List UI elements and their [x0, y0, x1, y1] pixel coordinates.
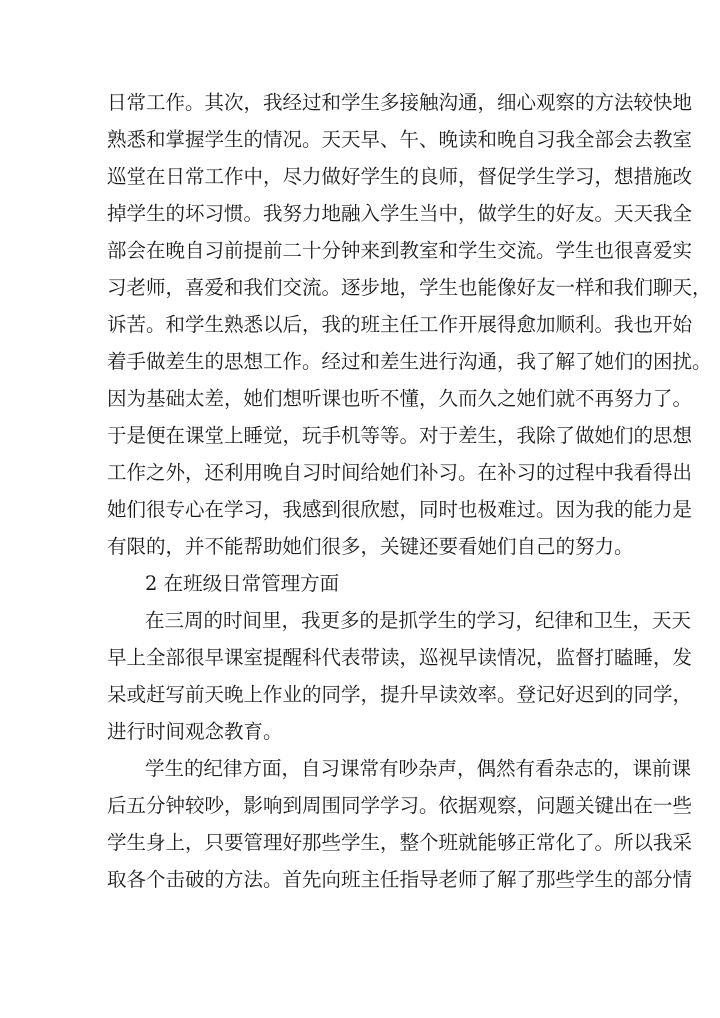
section-heading: 2 在班级日常管理方面: [145, 572, 340, 595]
paragraph-line: 后五分钟较吵，影响到周围同学学习。依据观察，问题关键出在一些: [107, 794, 693, 817]
paragraph-line: 取各个击破的方法。首先向班主任指导老师了解了那些学生的部分情: [107, 868, 693, 891]
paragraph-line: 于是便在课堂上睡觉，玩手机等等。对于差生，我除了做她们的思想: [107, 424, 693, 447]
paragraph-line: 因为基础太差，她们想听课也听不懂，久而久之她们就不再努力了。: [107, 387, 693, 410]
paragraph-line: 熟悉和掌握学生的情况。天天早、午、晚读和晚自习我全部会去教室: [107, 128, 693, 151]
paragraph-line: 工作之外，还利用晚自习时间给她们补习。在补习的过程中我看得出: [107, 461, 693, 484]
paragraph-line: 进行时间观念教育。: [107, 720, 283, 743]
paragraph-line: 她们很专心在学习，我感到很欣慰，同时也极难过。因为我的能力是: [107, 498, 693, 521]
paragraph-line: 着手做差生的思想工作。经过和差生进行沟通，我了解了她们的困扰。: [107, 350, 712, 373]
paragraph-line: 在三周的时间里，我更多的是抓学生的学习，纪律和卫生，天天: [145, 609, 692, 632]
paragraph-line: 日常工作。其次，我经过和学生多接触沟通，细心观察的方法较快地: [107, 91, 693, 114]
paragraph-line: 习老师，喜爱和我们交流。逐步地，学生也能像好友一样和我们聊天，: [107, 276, 712, 299]
paragraph-line: 巡堂在日常工作中，尽力做好学生的良师，督促学生学习，想措施改: [107, 165, 693, 188]
paragraph-line: 部会在晚自习前提前二十分钟来到教室和学生交流。学生也很喜爱实: [107, 239, 693, 262]
paragraph-line: 早上全部很早课室提醒科代表带读，巡视早读情况，监督打瞌睡，发: [107, 646, 693, 669]
paragraph-line: 呆或赶写前天晚上作业的同学，提升早读效率。登记好迟到的同学，: [107, 683, 693, 706]
paragraph-line: 有限的，并不能帮助她们很多，关键还要看她们自己的努力。: [107, 535, 634, 558]
paragraph-line: 学生的纪律方面，自习课常有吵杂声，偶然有看杂志的，课前课: [145, 757, 692, 780]
paragraph-line: 掉学生的坏习惯。我努力地融入学生当中，做学生的好友。天天我全: [107, 202, 693, 225]
paragraph-line: 学生身上，只要管理好那些学生，整个班就能够正常化了。所以我采: [107, 831, 693, 854]
paragraph-line: 诉苦。和学生熟悉以后，我的班主任工作开展得愈加顺利。我也开始: [107, 313, 693, 336]
